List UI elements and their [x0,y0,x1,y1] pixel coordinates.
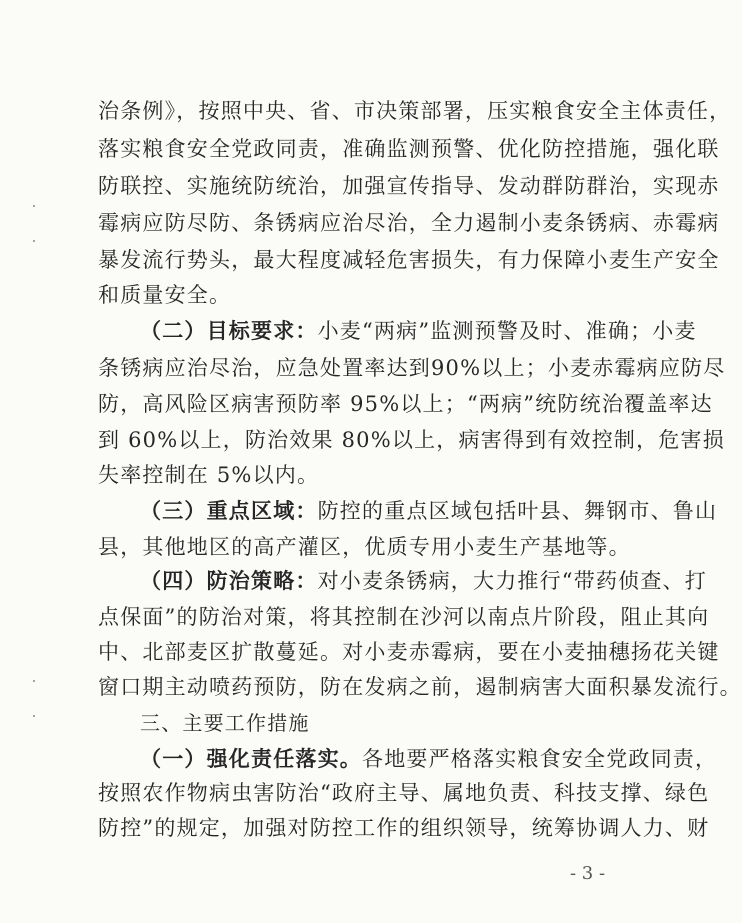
text-span: 各地要严格落实粮食安全党政同责， [362,747,718,771]
scan-speck [33,205,35,207]
section-label: （四）防治策略： [140,568,318,593]
text-line: 治条例》，按照中央、省、市决策部署，压实粮食安全主体责任， [98,99,732,123]
text-line: 条锈病应治尽治，应急处置率达到90%以上；小麦赤霉病应防尽 [98,356,726,380]
text-line: 县，其他地区的高产灌区，优质专用小麦生产基地等。 [98,535,631,559]
text-span: 小麦“两病”监测预警及时、准确；小麦 [317,319,697,343]
section-label: （二）目标要求： [140,318,318,343]
section-key-areas [140,491,718,531]
text-line: 暴发流行势头，最大程度减轻危害损失，有力保障小麦生产安全 [98,248,720,272]
text-line: 点保面”的防治对策，将其控制在沙河以南点片阶段，阻止其向 [98,605,710,629]
text-line: 按照农作物病虫害防治“政府主导、属地负责、科技支撑、绿色 [98,781,710,805]
scan-speck [33,240,35,242]
section-label: （三）重点区域： [140,498,318,523]
section-strategy [140,561,707,601]
text-line: 失率控制在 5%以内。 [98,463,320,487]
scan-speck [33,680,35,682]
section-heading: 三、主要工作措施 [140,711,310,735]
text-line: 窗口期主动喷药预防，防在发病之前，遏制病害大面积暴发流行。 [98,675,742,699]
text-line: 到 60%以上，防治效果 80%以上，病害得到有效控制，危害损 [98,428,725,452]
scan-speck [33,715,35,717]
text-line: 防控”的规定，加强对防控工作的组织领导，统筹协调人力、财 [98,816,710,840]
text-line: 和质量安全。 [98,283,232,307]
text-line: 防，高风险区病害预防率 95%以上；“两病”统防统治覆盖率达 [98,392,713,416]
text-line: 霉病应防尽防、条锈病应治尽治，全力遏制小麦条锈病、赤霉病 [98,211,720,235]
text-line: 防联控、实施统防统治，加强宣传指导、发动群防群治，实现赤 [98,174,720,198]
page-number: - 3 - [570,863,606,884]
text-line: 中、北部麦区扩散蔓延。对小麦赤霉病，要在小麦抽穗扬花关键 [98,640,720,664]
text-line: 落实粮食安全党政同责，准确监测预警、优化防控措施，强化联 [98,137,720,161]
text-span: 对小麦条锈病，大力推行“带药侦查、打 [317,569,707,593]
section-goals [140,311,697,351]
measure-label: （一）强化责任落实。 [140,746,362,771]
text-span: 防控的重点区域包括叶县、舞钢市、鲁山 [317,499,718,523]
